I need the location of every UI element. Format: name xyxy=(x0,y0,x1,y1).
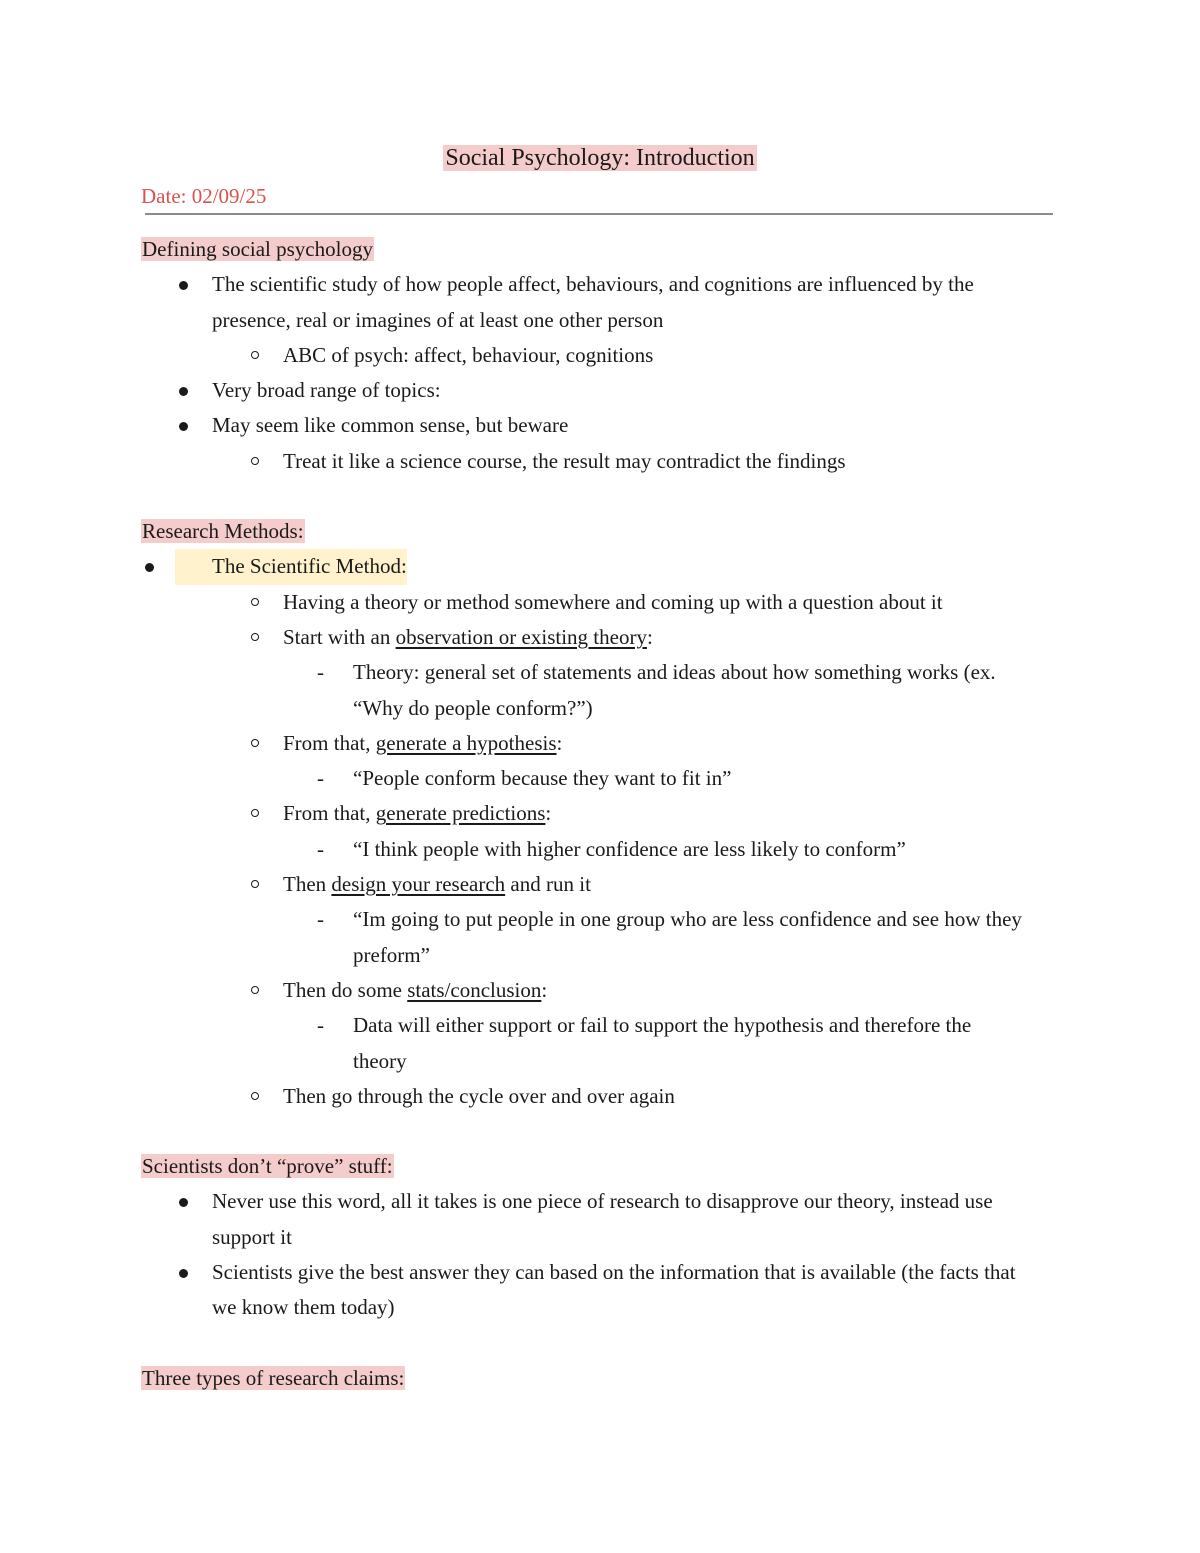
list-item-continuation: support it xyxy=(212,1224,292,1249)
horizontal-rule xyxy=(145,213,1053,215)
section-heading-prove: Scientists don’t “prove” stuff: xyxy=(142,1154,393,1179)
list-item-continuation: presence, real or imagines of at least one other person xyxy=(212,307,664,332)
bullet-circle-icon xyxy=(251,880,259,888)
bullet-circle-icon xyxy=(251,739,259,747)
bullet-dot-icon xyxy=(179,422,188,431)
document-body xyxy=(141,232,1071,1396)
list-item: Scientists give the best answer they can based on the information that is available (the facts that xyxy=(141,1255,1071,1290)
list-item: Never use this word, all it takes is one piece of research to disapprove our theory, instead use xyxy=(141,1184,1071,1219)
bullet-dot-icon xyxy=(179,387,188,396)
list-item-continuation: preform” xyxy=(353,942,430,967)
bullet-dot-icon xyxy=(145,563,154,572)
list-item: ABC of psych: affect, behaviour, cognitions xyxy=(141,338,1071,373)
bullet-circle-icon xyxy=(251,986,259,994)
bullet-circle-icon xyxy=(251,457,259,465)
list-item: From that, generate a hypothesis: xyxy=(141,726,1071,761)
bullet-dash-icon: - xyxy=(317,836,324,861)
bullet-circle-icon xyxy=(251,351,259,359)
section-heading-research: Research Methods: xyxy=(142,519,304,544)
bullet-dot-icon xyxy=(179,1269,188,1278)
list-item: Start with an observation or existing theory: xyxy=(141,620,1071,655)
bullet-dash-icon: - xyxy=(317,1013,324,1038)
list-item: May seem like common sense, but beware xyxy=(141,408,1071,443)
bullet-circle-icon xyxy=(251,809,259,817)
list-item: - “People conform because they want to fit in” xyxy=(141,761,1071,796)
list-item: - “I think people with higher confidence are less likely to conform” xyxy=(141,832,1071,867)
list-item: From that, generate predictions: xyxy=(141,796,1071,831)
bullet-dot-icon xyxy=(179,281,188,290)
document-date: Date: 02/09/25 xyxy=(141,184,267,208)
list-item-highlighted: The Scientific Method: xyxy=(141,549,1071,584)
section-heading-claims: Three types of research claims: xyxy=(142,1365,405,1390)
document-title: Social Psychology: Introduction xyxy=(445,145,755,171)
list-item: Having a theory or method somewhere and coming up with a question about it xyxy=(141,585,1071,620)
bullet-circle-icon xyxy=(251,1092,259,1100)
list-item: Very broad range of topics: xyxy=(141,373,1071,408)
list-item-continuation: we know them today) xyxy=(212,1295,395,1320)
list-item: The scientific study of how people affect, behaviours, and cognitions are influenced by the xyxy=(141,267,1071,302)
list-item: Then design your research and run it xyxy=(141,867,1071,902)
list-item-continuation: “Why do people conform?”) xyxy=(353,695,593,720)
bullet-circle-icon xyxy=(251,598,259,606)
bullet-circle-icon xyxy=(251,633,259,641)
list-item: - Data will either support or fail to support the hypothesis and therefore the xyxy=(141,1008,1071,1043)
list-item: Treat it like a science course, the result may contradict the findings xyxy=(141,444,1071,479)
section-heading-defining: Defining social psychology xyxy=(142,237,373,261)
list-item: - Theory: general set of statements and ideas about how something works (ex. xyxy=(141,655,1071,690)
list-item: - “Im going to put people in one group who are less confidence and see how they xyxy=(141,902,1071,937)
bullet-dash-icon: - xyxy=(317,766,324,791)
bullet-dash-icon: - xyxy=(317,660,324,685)
list-item: Then do some stats/conclusion: xyxy=(141,973,1071,1008)
list-item-continuation: theory xyxy=(353,1048,407,1073)
list-item: Then go through the cycle over and over again xyxy=(141,1079,1071,1114)
bullet-dot-icon xyxy=(179,1198,188,1207)
bullet-dash-icon: - xyxy=(317,907,324,932)
